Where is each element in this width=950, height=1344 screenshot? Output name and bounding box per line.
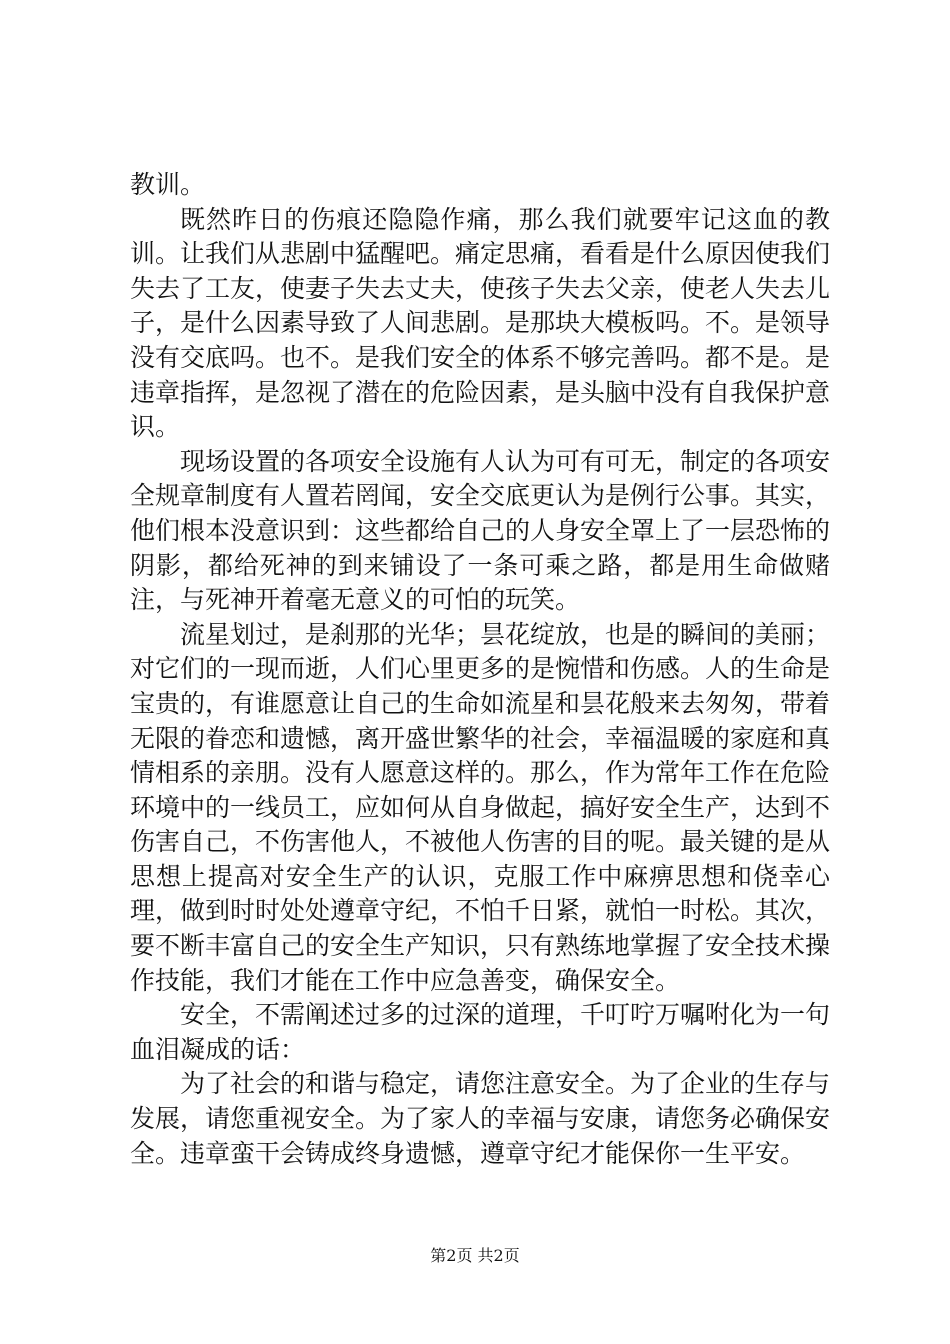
paragraph-4: 流星划过，是刹那的光华；昙花绽放，也是的瞬间的美丽；对它们的一现而逝，人们心里更多的是惋惜和伤感。人的生命是宝贵的，有谁愿意让自己的生命如流星和昙花般来去匆匆，带着无限的眷恋和遗憾，离开盛世繁华的社会，幸福温暖的家庭和真情相系的亲朋。没有人愿意这样的。那么，作为常年工作在危险环境中的一线员工，应如何从自身做起，搞好安全生产，达到不伤害自己，不伤害他人，不被他人伤害的目的呢。最关键的是从思想上提高对安全生产的认识，克服工作中麻痹思想和侥幸心理，做到时时处处遵章守纪，不怕千日紧，就怕一时松。其次，要不断丰富自己的安全生产知识，只有熟练地掌握了安全技术操作技能，我们才能在工作中应急善变，确保安全。: [130, 619, 831, 995]
paragraph-3: 现场设置的各项安全设施有人认为可有可无，制定的各项安全规章制度有人置若罔闻，安全交底更认为是例行公事。其实，他们根本没意识到：这些都给自己的人身安全罩上了一层恐怖的阴影，都给死神的到来铺设了一条可乘之路，都是用生命做赌注，与死神开着毫无意义的可怕的玩笑。: [130, 446, 831, 615]
page-number: 第2页 共2页: [430, 1246, 520, 1265]
paragraph-5: 安全，不需阐述过多的过深的道理，千叮咛万嘱咐化为一句血泪凝成的话：: [130, 1000, 831, 1064]
body-text: [130, 168, 830, 1171]
paragraph-6: 为了社会的和谐与稳定，请您注意安全。为了企业的生存与发展，请您重视安全。为了家人的幸福与安康，请您务必确保安全。违章蛮干会铸成终身遗憾，遵章守纪才能保你一生平安。: [130, 1069, 831, 1168]
paragraph-2: 既然昨日的伤痕还隐隐作痛，那么我们就要牢记这血的教训。让我们从悲剧中猛醒吧。痛定思痛，看看是什么原因使我们失去了工友，使妻子失去丈夫，使孩子失去父亲，使老人失去儿子，是什么因素导致了人间悲剧。是那块大模板吗。不。是领导没有交底吗。也不。是我们安全的体系不够完善吗。都不是。是违章指挥，是忽视了潜在的危险因素，是头脑中没有自我保护意识。: [130, 204, 831, 442]
page-footer: [0, 1246, 950, 1266]
paragraph-1: 教训。: [130, 170, 206, 199]
